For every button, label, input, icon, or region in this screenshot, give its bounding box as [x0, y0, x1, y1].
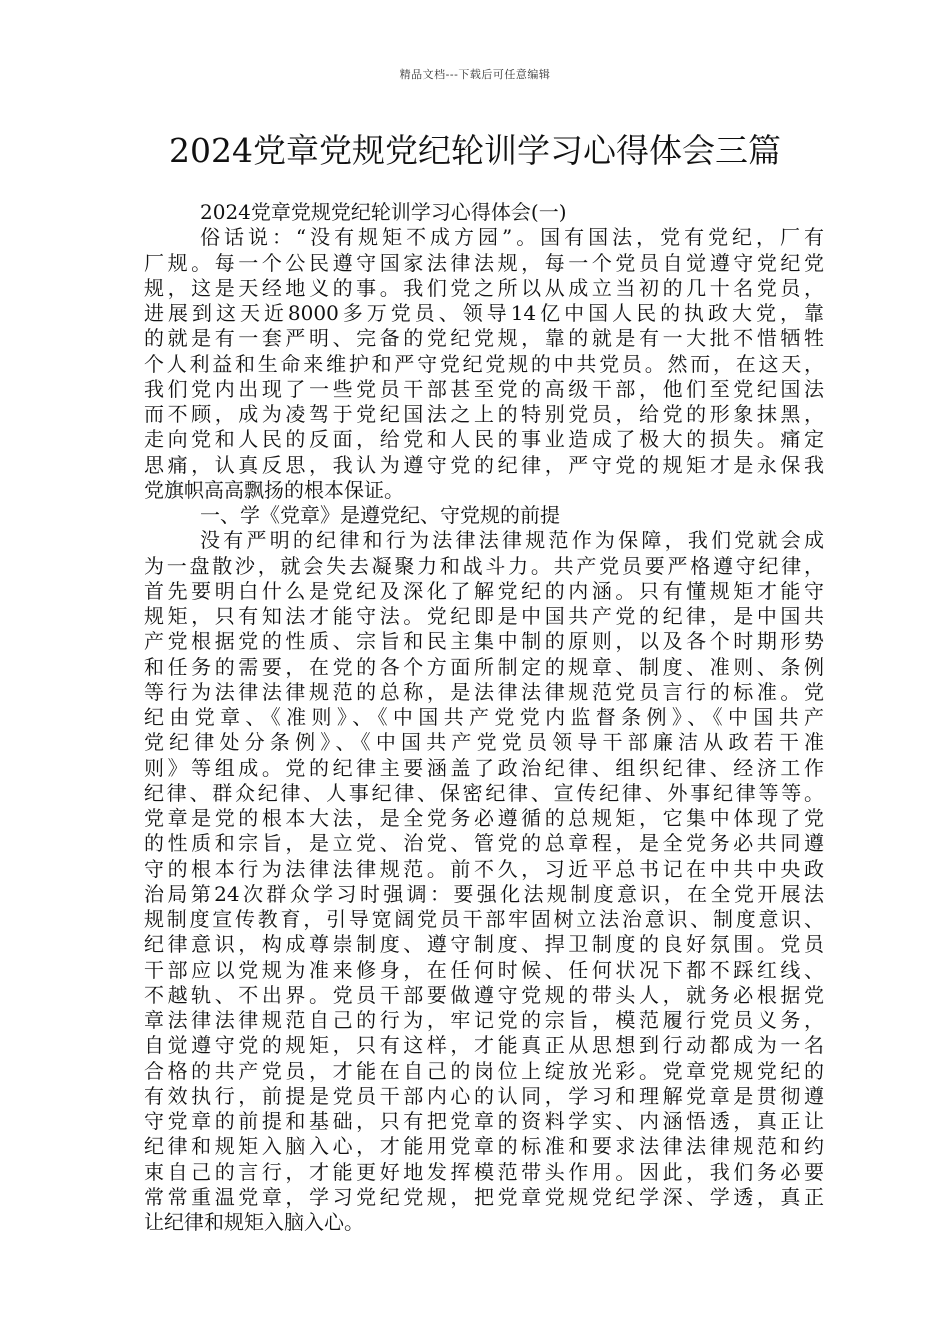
body-line: 我们党内出现了一些党员干部甚至党的高级干部，他们至党纪国法 — [144, 376, 824, 401]
body-line: 不越轨、不出界。党员干部要做遵守党规的带头人，就务必根据党 — [144, 982, 824, 1007]
body-line: 有效执行，前提是党员干部内心的认同，学习和理解党章是贯彻遵 — [144, 1083, 824, 1108]
body-line: 守的根本行为法律法律规范。前不久，习近平总书记在中共中央政 — [144, 856, 824, 881]
body-line: 则》等组成。党的纪律主要涵盖了政治纪律、组织纪律、经济工作 — [144, 755, 824, 780]
body-line: 的性质和宗旨，是立党、治党、管党的总章程，是全党务必共同遵 — [144, 831, 824, 856]
body-line: 章法律法律规范自己的行为，牢记党的宗旨，模范履行党员义务， — [144, 1008, 824, 1032]
body-line: 产党根据党的性质、宗旨和民主集中制的原则，以及各个时期形势 — [144, 629, 824, 654]
body-line: 纪律、群众纪律、人事纪律、保密纪律、宣传纪律、外事纪律等等。 — [144, 780, 824, 805]
body-line: 厂规。每一个公民遵守国家法律法规，每一个党员自觉遵守党纪党 — [144, 250, 824, 275]
body-line: 纪由党章、《准则》、《中国共产党党内监督条例》、《中国共产 — [144, 705, 824, 729]
body-line: 等行为法律法律规范的总称，是法律法律规范党员言行的标准。党 — [144, 679, 824, 704]
body-line: 首先要明白什么是党纪及深化了解党纪的内涵。只有懂规矩才能守 — [144, 578, 824, 603]
body-line: 治局第24次群众学习时强调：要强化法规制度意识，在全党开展法 — [144, 881, 824, 906]
body-line: 规矩，只有知法才能守法。党纪即是中国共产党的纪律，是中国共 — [144, 604, 824, 628]
body-line: 的就是有一套严明、完备的党纪党规，靠的就是有一大批不惜牺牲 — [144, 326, 824, 351]
body-line: 让纪律和规矩入脑入心。 — [144, 1210, 364, 1234]
body-line: 合格的共产党员，才能在自己的岗位上绽放光彩。党章党规党纪的 — [144, 1058, 824, 1083]
body-line: 干部应以党规为准来修身，在任何时候、任何状况下都不踩红线、 — [144, 957, 824, 982]
body-line: 一、学《党章》是遵党纪、守党规的前提 — [200, 503, 560, 527]
body-line: 思痛，认真反思，我认为遵守党的纪律，严守党的规矩才是永保我 — [144, 452, 824, 477]
body-line: 俗话说：“没有规矩不成方园”。国有国法，党有党纪，厂有 — [200, 225, 824, 250]
body-line: 党章是党的根本大法，是全党务必遵循的总规矩，它集中体现了党 — [144, 806, 824, 830]
body-line: 常常重温党章，学习党纪党规，把党章党规党纪学深、学透，真正 — [144, 1184, 824, 1209]
body-line: 进展到这天近8000多万党员、领导14亿中国人民的执政大党，靠 — [144, 301, 824, 325]
body-line: 规，这是天经地义的事。我们党之所以从成立当初的几十名党员， — [144, 275, 824, 300]
document-body — [144, 200, 824, 1235]
body-line: 为一盘散沙，就会失去凝聚力和战斗力。共产党员要严格遵守纪律， — [144, 553, 824, 578]
body-line: 而不顾，成为凌驾于党纪国法之上的特别党员，给党的形象抹黑， — [144, 402, 824, 426]
document-title: 2024党章党规党纪轮训学习心得体会三篇 — [169, 131, 781, 170]
body-line: 党纪律处分条例》、《中国共产党党员领导干部廉洁从政若干准 — [144, 730, 824, 755]
body-line: 党旗帜高高飘扬的根本保证。 — [144, 477, 404, 502]
header-note: 精品文档---下载后可任意编辑 — [399, 68, 551, 81]
body-line: 守党章的前提和基础，只有把党章的资料学实、内涵悟透，真正让 — [144, 1109, 824, 1133]
body-line: 规制度宣传教育，引导宽阔党员干部牢固树立法治意识、制度意识、 — [144, 907, 824, 931]
body-line: 和任务的需要，在党的各个方面所制定的规章、制度、准则、条例 — [144, 654, 824, 679]
body-line: 2024党章党规党纪轮训学习心得体会(一) — [200, 200, 567, 224]
body-line: 纪律和规矩入脑入心，才能用党章的标准和要求法律法律规范和约 — [144, 1134, 824, 1159]
body-line: 自觉遵守党的规矩，只有这样，才能真正从思想到行动都成为一名 — [144, 1033, 824, 1058]
body-line: 没有严明的纪律和行为法律法律规范作为保障，我们党就会成 — [200, 528, 824, 553]
body-line: 纪律意识，构成尊崇制度、遵守制度、捍卫制度的良好氛围。党员 — [144, 932, 824, 957]
body-line: 个人利益和生命来维护和严守党纪党规的中共党员。然而，在这天， — [144, 351, 824, 376]
body-line: 束自己的言行，才能更好地发挥模范带头作用。因此，我们务必要 — [144, 1159, 824, 1184]
body-line: 走向党和人民的反面，给党和人民的事业造成了极大的损失。痛定 — [144, 427, 824, 452]
